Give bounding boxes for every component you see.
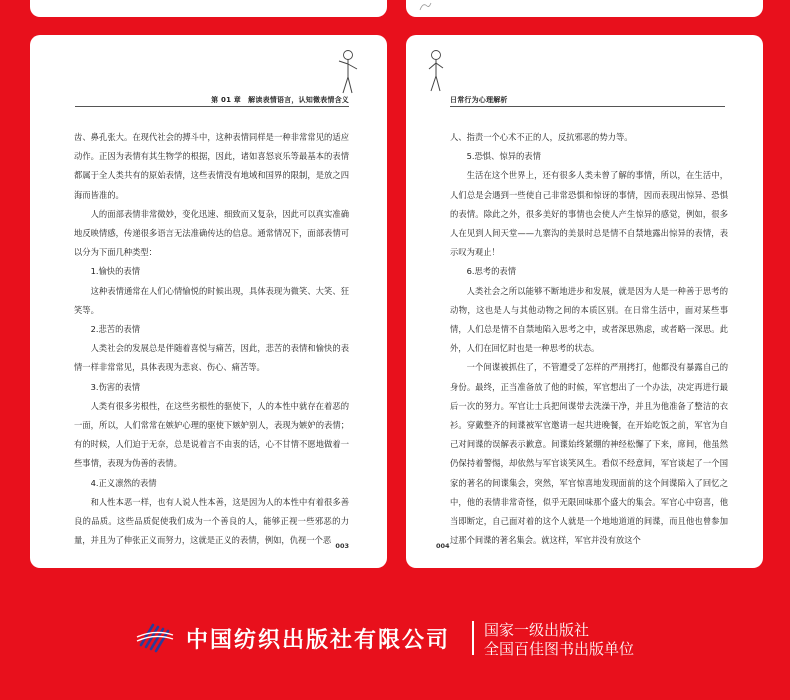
header-rule [75, 106, 349, 107]
stick-figure-illustration [335, 49, 361, 97]
sketch-figure-icon [418, 0, 432, 12]
chapter-header: 第 01 章 解读表情语言，认知微表情含义 [211, 96, 349, 104]
previous-page-edge-right [406, 0, 763, 17]
paragraph: 人类社会之所以能够不断地进步和发展，就是因为人是一种善于思考的动物，这也是人与其他动物之间的本质区别。在日常生活中，面对某些事情，人们总是情不自禁地陷入思考之中，或者深思熟虑，或者略一深思。此外，人们在回忆时也是一种思考的状态。 [450, 285, 728, 354]
section-heading: 2.悲苦的表情 [90, 324, 140, 335]
book-page-right [406, 35, 763, 568]
paragraph: 生活在这个世界上，还有很多人类未曾了解的事情，所以，在生活中，人们总是会遇到一些使自己非常恐惧和惊讶的事情，因而表现出惊异、恐惧的表情。除此之外，很多美好的事情也会使人产生惊异的感觉，例如，很多人在见到人间天堂——九寨沟的美景时总是情不自禁地露出惊异的表情，表示叹为观止！ [450, 170, 728, 258]
footer-divider [472, 621, 474, 655]
page-body [450, 128, 728, 550]
publisher-name: 中国纺织出版社有限公司 [186, 627, 451, 653]
paragraph: 人类有很多劣根性，在这些劣根性的驱使下，人的本性中就存在着恶的一面，所以，人们常常在嫉妒心理的驱使下嫉妒别人，表现为嫉妒的表情；有的时候，人们迫于无奈，总是说着言不由衷的话，心不甘情不愿地做着一些事情，表现为伪善的表情。 [74, 400, 349, 469]
paragraph: 和人性本恶一样，也有人说人性本善，这是因为人的本性中有着很多善良的品质。这些品质促使我们成为一个善良的人，能够正视一些邪恶的力量，并且为了伸张正义而努力，这就是正义的表情，例如，仇视一个恶 [74, 496, 349, 546]
section-heading: 1.愉快的表情 [90, 266, 140, 277]
paragraph: 这种表情通常在人们心情愉悦的时候出现，具体表现为微笑、大笑、狂笑等。 [74, 285, 349, 315]
paragraph: 齿、鼻孔张大。在现代社会的搏斗中，这种表情同样是一种非常常见的适应动作。正因为表情有其生物学的根据，因此，诸如喜怒哀乐等最基本的表情都属于全人类共有的原始表情，这些表情没有地域和国界的限制，是放之四海而皆准的。 [74, 132, 349, 200]
header-rule [450, 106, 725, 107]
page-number: 003 [335, 542, 349, 550]
paragraph: 人、指责一个心术不正的人，反抗邪恶的势力等。 [450, 132, 633, 142]
page-number: 004 [436, 542, 450, 550]
publisher-footer [0, 615, 790, 665]
section-heading: 4.正义凛然的表情 [90, 477, 157, 488]
paragraph: 人的面部表情非常微妙，变化迅速、细致而又复杂，因此可以真实准确地反映情感，传递很多语言无法准确传达的信息。通常情况下，面部表情可以分为下面几种类型： [74, 208, 349, 258]
book-page-left [30, 35, 387, 568]
publisher-tagline-1: 国家一级出版社 [484, 621, 590, 639]
publisher-tagline-2: 全国百佳图书出版单位 [484, 640, 635, 658]
previous-page-edge-left [30, 0, 387, 17]
stick-figure-illustration [426, 49, 448, 95]
paragraph: 人类社会的发展总是伴随着喜悦与痛苦，因此，悲苦的表情和愉快的表情一样非常常见，具体表现为悲哀、伤心、痛苦等。 [74, 343, 349, 373]
book-title-header: 日常行为心理解析 [450, 96, 508, 104]
section-heading: 3.伤害的表情 [90, 381, 140, 392]
paragraph: 一个间谍被抓住了，不管遭受了怎样的严刑拷打，他都没有暴露自己的身份。最终，正当准备放了他的时候，军官想出了一个办法，决定再进行最后一次的努力。军官让士兵把间谍带去洗澡干净，并且为他准备了整洁的衣衫。穿戴整齐的间谍被军官邀请一起共进晚餐，在开始吃饭之前，军官为自己对间谍的误解表示歉意。间谍始终紧绷的神经松懈了下来，席间，他虽然仍保持着警惕，却依然与军官谈笑风生。看似不经意间，军官谈起了一个国家的著名的间谍集会，突然，军官惊喜地发现面前的这个间谍陷入了回忆之中，他的表情非常奇怪，似乎无限回味那个盛大的集会。军官心中窃喜，他当即断定，自己面对着的这个人就是一个地地道道的间谍，而且他也曾参加过那个间谍的著名集会。就这样，军官并没有放这个 [450, 362, 728, 546]
publisher-logo-icon [135, 619, 175, 653]
section-heading: 5.恐惧、惊异的表情 [466, 151, 541, 162]
section-heading: 6.思考的表情 [466, 266, 516, 277]
page-body [74, 128, 349, 550]
